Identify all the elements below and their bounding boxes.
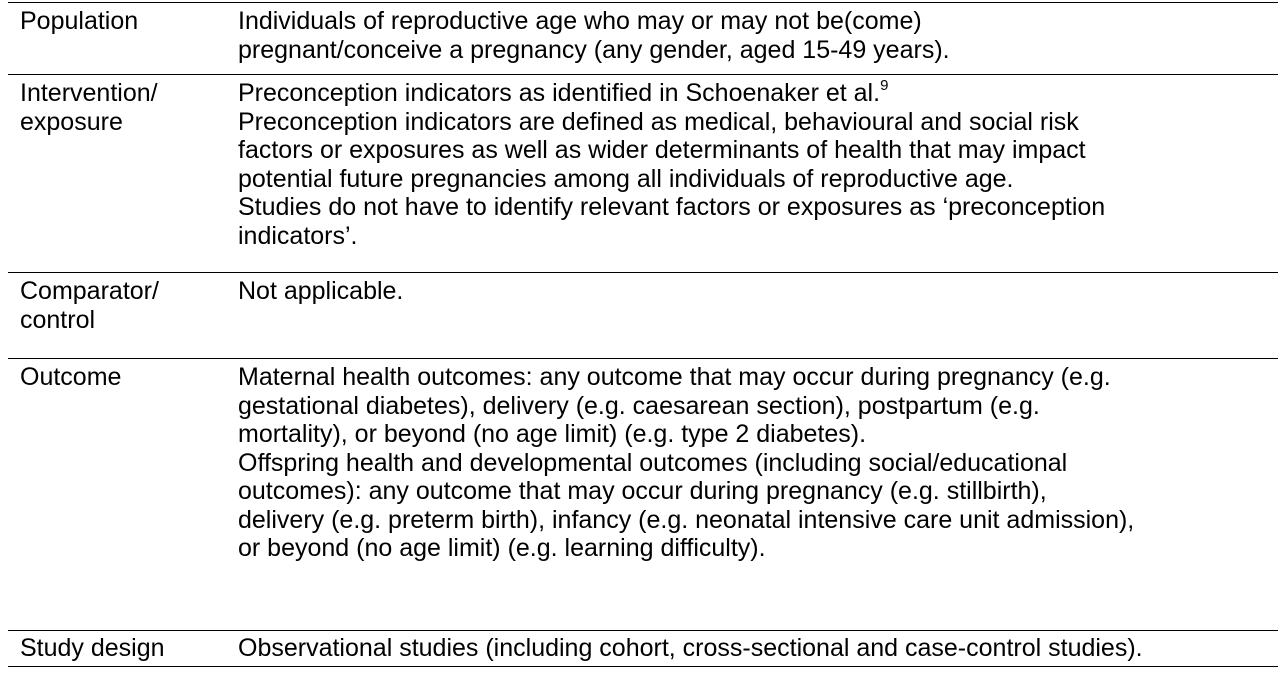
row-content-line: outcomes): any outcome that may occur during pregnancy (e.g. stillbirth), <box>238 477 1047 505</box>
row-content-line: delivery (e.g. preterm birth), infancy (e.g. neonatal intensive care unit admission), <box>238 505 1135 534</box>
table-row-outcome <box>8 359 1278 631</box>
table-row-study-design <box>8 631 1278 667</box>
row-label-line: control <box>20 305 96 334</box>
table-row-intervention <box>8 75 1278 273</box>
table-row-comparator <box>8 273 1278 359</box>
row-content <box>230 277 1278 358</box>
row-content-line: Observational studies (including cohort, cross-sectional and case-control studies). <box>238 634 1143 662</box>
row-content <box>230 7 1278 74</box>
row-content-line: factors or exposures as well as wider determinants of health that may impact <box>238 136 1086 164</box>
row-content-line: mortality), or beyond (no age limit) (e.g. type 2 diabetes). <box>238 420 867 448</box>
pico-table <box>8 2 1278 667</box>
reference-superscript: 9 <box>880 76 889 94</box>
row-content <box>230 363 1278 630</box>
row-label <box>8 634 230 666</box>
row-content-line: gestational diabetes), delivery (e.g. caesarean section), postpartum (e.g. <box>238 391 1040 420</box>
row-label <box>8 363 230 630</box>
row-content-line: Individuals of reproductive age who may or may not be(come) <box>238 7 922 35</box>
row-label <box>8 7 230 74</box>
row-content-line: Studies do not have to identify relevant factors or exposures as ‘preconception <box>238 193 1106 221</box>
row-content-line: Preconception indicators are defined as medical, behavioural and social risk <box>238 107 1079 136</box>
row-label-line: Outcome <box>20 363 122 391</box>
row-label-line: Comparator/ <box>20 277 159 305</box>
row-label-line: exposure <box>20 107 123 136</box>
row-label-line: Population <box>20 7 139 35</box>
row-content-line: potential future pregnancies among all individuals of reproductive age. <box>238 164 1014 193</box>
row-content-line: or beyond (no age limit) (e.g. learning difficulty). <box>238 534 766 562</box>
row-content-line <box>238 76 1278 108</box>
row-content-line: indicators’. <box>238 221 358 250</box>
row-content-line: Not applicable. <box>238 277 404 305</box>
row-content <box>230 76 1278 272</box>
row-content-line: Maternal health outcomes: any outcome that may occur during pregnancy (e.g. <box>238 363 1111 391</box>
content-text: Preconception indicators as identified in Schoenaker et al. <box>238 79 881 107</box>
row-content-line: pregnant/conceive a pregnancy (any gender, aged 15-49 years). <box>238 35 950 64</box>
table-row-population <box>8 3 1278 75</box>
row-label-line: Study design <box>20 634 165 662</box>
row-label-line: Intervention/ <box>20 79 158 107</box>
row-label <box>8 277 230 358</box>
row-label <box>8 79 230 272</box>
row-content-line: Offspring health and developmental outcomes (including social/educational <box>238 448 1068 477</box>
row-content <box>230 634 1278 666</box>
